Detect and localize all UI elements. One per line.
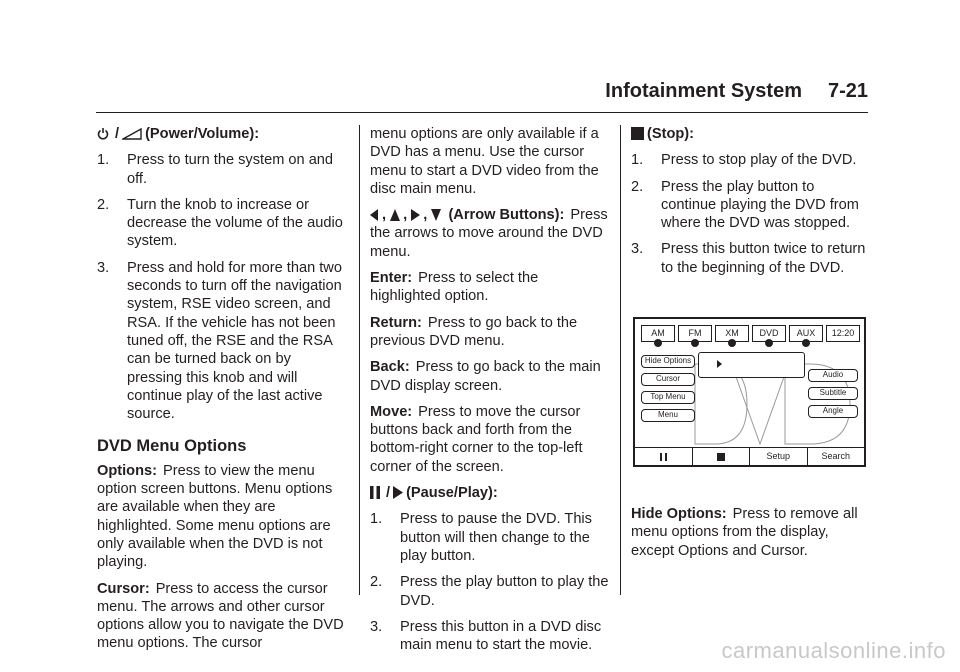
- list-item: 1. Press to stop play of the DVD.: [631, 152, 857, 169]
- options-paragraph: Options: Press to view the menu option screen buttons. Menu options are available when they are highlighted. Some menu options are only available when the DVD is not playing.: [97, 462, 333, 571]
- cursor-continued: menu options are only available if a DVD has a menu. Use the cursor menu to start a DVD video from the disc main menu.: [370, 126, 599, 197]
- column-1: [97, 125, 347, 661]
- clock-button[interactable]: 12:20: [826, 325, 860, 342]
- dvd-button[interactable]: DVD: [752, 325, 786, 342]
- power-volume-list: [97, 151, 347, 423]
- page-number: 7-21: [827, 80, 868, 102]
- column-2: [370, 125, 610, 662]
- stop-icon: [717, 453, 725, 461]
- cursor-button[interactable]: Cursor: [641, 373, 695, 386]
- list-item: 1. Press to turn the system on and off.: [97, 152, 334, 187]
- power-volume-heading: / (Power/Volume):: [97, 125, 347, 143]
- list-item: 2. Turn the knob to increase or decrease the volume of the audio system.: [97, 196, 343, 250]
- play-icon: [393, 484, 403, 502]
- dvd-menu-options-heading: DVD Menu Options: [97, 437, 247, 456]
- search-button[interactable]: Search: [821, 451, 851, 462]
- pause-icon: [660, 453, 667, 461]
- stop-button[interactable]: [693, 448, 751, 465]
- enter-paragraph: Enter: Press to select the highlighted option.: [370, 270, 539, 305]
- column-divider: [359, 125, 360, 595]
- arrow-down-icon: [431, 206, 441, 224]
- list-item: 2. Press the play button to continue playing the DVD from where the DVD was stopped.: [631, 178, 859, 232]
- transport-button-row: [635, 447, 864, 465]
- cursor-arrow-icon: [717, 360, 722, 368]
- subtitle-button[interactable]: Subtitle: [808, 387, 858, 400]
- section-title: Infotainment System: [605, 80, 802, 102]
- back-paragraph: Back: Press to go back to the main DVD display screen.: [370, 359, 601, 394]
- pause-icon: [370, 484, 380, 502]
- am-button[interactable]: AM: [641, 325, 675, 342]
- xm-button[interactable]: XM: [715, 325, 749, 342]
- column-3: [631, 125, 871, 568]
- fm-button[interactable]: FM: [678, 325, 712, 342]
- source-button-row: [641, 325, 860, 342]
- power-icon: [97, 125, 109, 143]
- pause-play-heading: / (Pause/Play):: [370, 484, 610, 502]
- return-paragraph: Return: Press to go back to the previous DVD menu.: [370, 314, 578, 349]
- hide-options-paragraph: Hide Options: Press to remove all menu options from the display, except Options and Cursor.: [631, 506, 858, 559]
- pause-button[interactable]: [635, 448, 693, 465]
- top-menu-button[interactable]: Top Menu: [641, 391, 695, 404]
- header-rule: [96, 112, 868, 113]
- arrow-right-icon: [411, 206, 420, 224]
- audio-button[interactable]: Audio: [808, 369, 858, 382]
- right-menu-buttons: [808, 369, 858, 423]
- list-item: 3. Press this button in a DVD disc main menu to start the movie.: [370, 618, 602, 654]
- setup-button[interactable]: Setup: [750, 448, 808, 465]
- page-header: [0, 80, 960, 110]
- list-item: 1. Press to pause the DVD. This button will then change to the play button.: [370, 511, 592, 564]
- stop-icon: [631, 125, 644, 143]
- arrow-left-icon: [370, 206, 379, 224]
- aux-button[interactable]: AUX: [789, 325, 823, 342]
- pause-play-list: [370, 510, 610, 654]
- list-item: 2. Press the play button to play the DVD.: [370, 574, 609, 609]
- arrow-up-icon: [390, 206, 400, 224]
- list-item: 3. Press this button twice to return to the beginning of the DVD.: [631, 241, 866, 276]
- stop-heading: (Stop):: [631, 125, 871, 143]
- move-paragraph: Move: Press to move the cursor buttons back and forth from the bottom-right corner to the top-left corner of the screen.: [370, 403, 583, 475]
- arrow-buttons-paragraph: , , , (Arrow Buttons): Press the arrows to move around the DVD menu.: [370, 207, 608, 260]
- cursor-display-box: [698, 352, 805, 378]
- hide-options-button[interactable]: Hide Options: [641, 355, 695, 368]
- list-item: 3. Press and hold for more than two seconds to turn off the navigation system, RSE video screen, and RSA. If the vehicle has not been tuned off, the RSE and the RSA can be turned back on by pressing this knob and will continue play of the last active source.: [97, 259, 342, 423]
- cursor-paragraph: Cursor: Press to access the cursor menu. The arrows and other cursor options allow you to navigate the DVD menu options. The cursor: [97, 580, 344, 652]
- volume-icon: [122, 125, 142, 143]
- dvd-screen-figure: [633, 317, 866, 467]
- angle-button[interactable]: Angle: [808, 405, 858, 418]
- stop-list: [631, 151, 871, 277]
- column-divider: [620, 125, 621, 595]
- left-menu-buttons: [641, 355, 695, 427]
- watermark: carmanualsonline.info: [721, 638, 946, 663]
- menu-button[interactable]: Menu: [641, 409, 695, 422]
